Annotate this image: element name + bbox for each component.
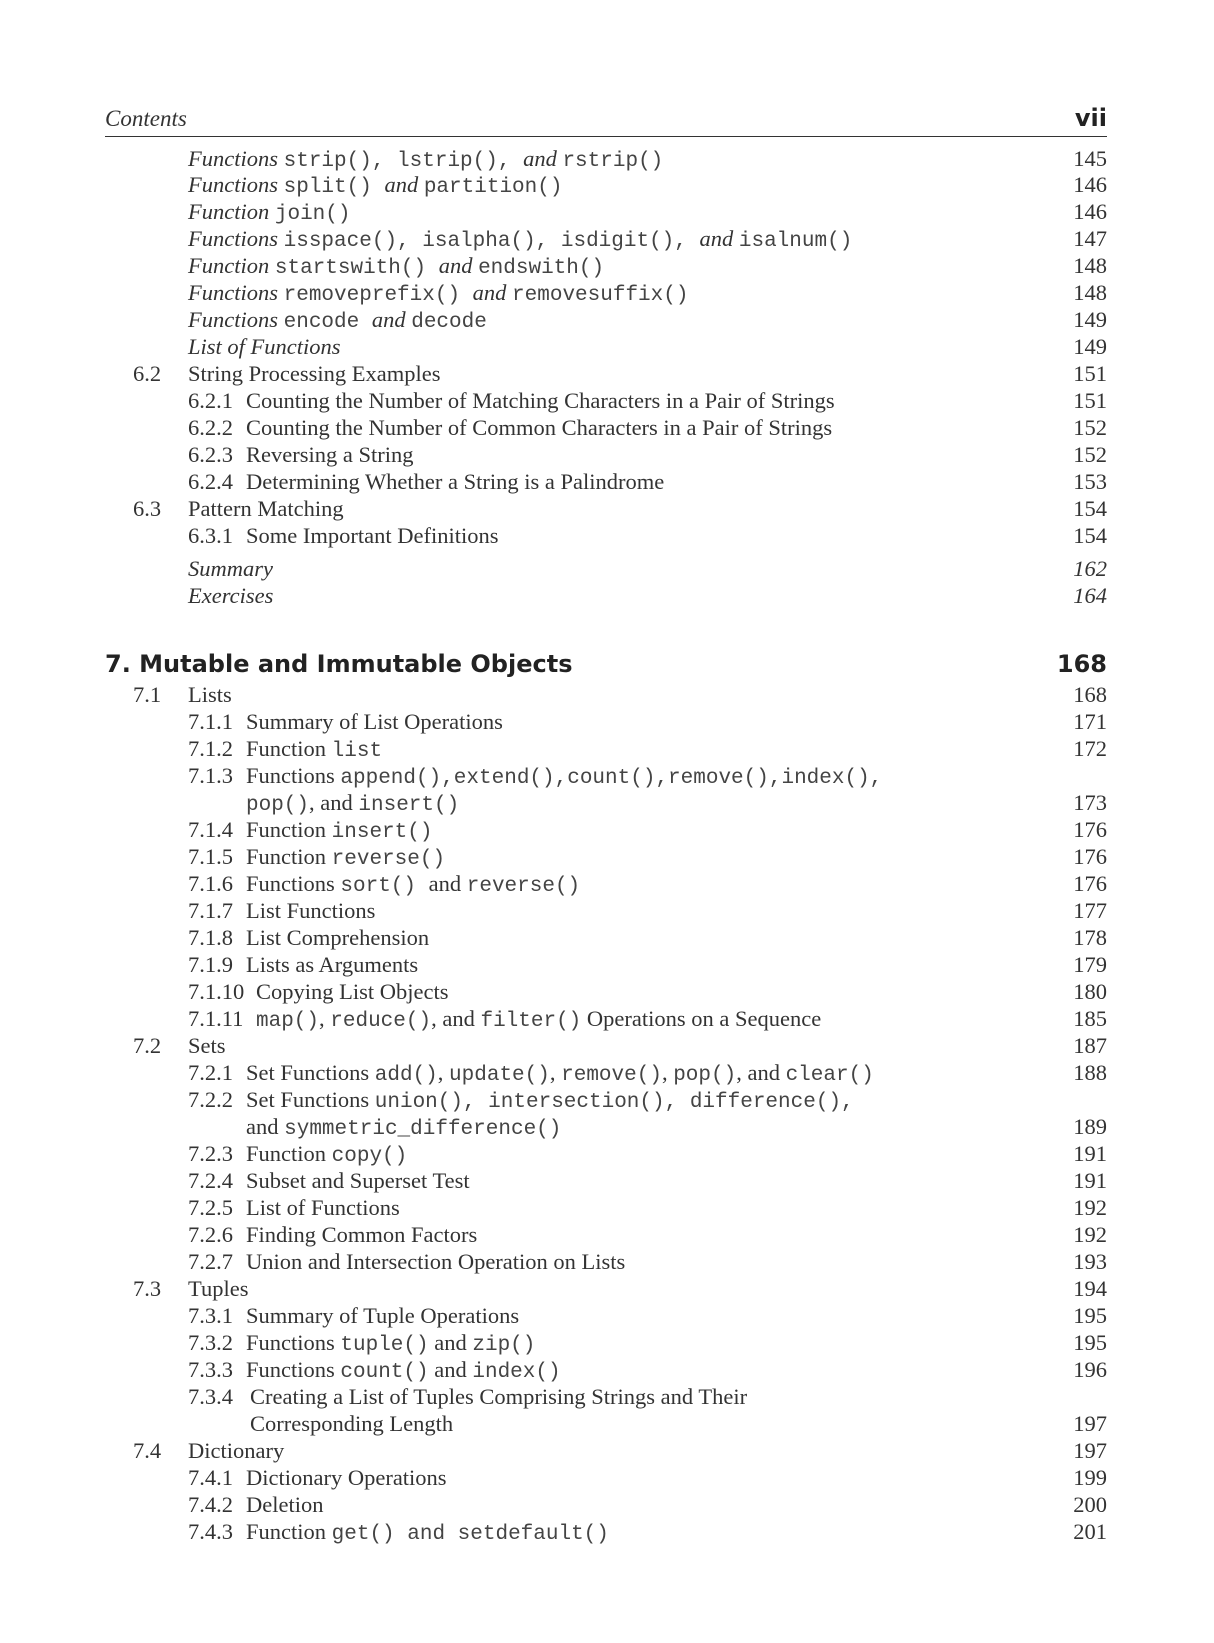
toc-entry [0, 1060, 1214, 1088]
text-fragment: Corresponding Length [250, 1411, 454, 1436]
text-fragment: and [384, 172, 424, 197]
entry-title [246, 1465, 447, 1491]
code-fragment: pop() [673, 1064, 737, 1087]
entry-title [246, 952, 418, 978]
entry-title [246, 1222, 477, 1248]
entry-title [246, 523, 498, 549]
toc-entry [0, 1438, 1214, 1466]
chapter-title: 7. Mutable and Immutable Objects [105, 650, 573, 678]
entry-title [246, 1195, 400, 1221]
text-fragment: Function [188, 199, 275, 224]
text-fragment: Function [246, 844, 332, 869]
text-fragment: Function [246, 736, 332, 761]
entry-title [246, 763, 882, 790]
text-fragment: Functions [188, 146, 284, 171]
text-fragment: Dictionary [188, 1438, 285, 1463]
section-number: 7.4.3 [188, 1519, 233, 1544]
toc-entry [0, 1195, 1214, 1223]
text-fragment: Summary [188, 556, 273, 581]
entry-page-number: 148 [1073, 253, 1107, 278]
entry-page-number: 197 [1073, 1438, 1107, 1463]
entry-title [246, 925, 429, 951]
header-title: Contents [105, 106, 187, 131]
toc-entry [0, 469, 1214, 497]
text-fragment: Finding Common Factors [246, 1222, 478, 1247]
toc-entry [0, 1519, 1214, 1547]
entry-title [246, 817, 432, 844]
entry-page-number: 176 [1073, 844, 1107, 869]
text-fragment: List Comprehension [246, 925, 430, 950]
entry-page-number: 176 [1073, 817, 1107, 842]
code-fragment: count() [340, 1361, 429, 1384]
entry-page-number: 191 [1073, 1141, 1107, 1166]
text-fragment: , [319, 1006, 331, 1031]
section-number: 7.1.4 [188, 817, 233, 842]
text-fragment: Sets [188, 1033, 226, 1058]
entry-page-number: 153 [1073, 469, 1107, 494]
text-fragment: Functions [246, 763, 341, 788]
text-fragment: Function [246, 1519, 332, 1544]
section-number: 7.2.1 [188, 1060, 233, 1085]
toc-entry [0, 763, 1214, 791]
text-fragment: Function [188, 253, 275, 278]
entry-page-number: 189 [1073, 1114, 1107, 1139]
entry-title [188, 556, 273, 582]
text-fragment: Functions [246, 1357, 341, 1382]
chapter-page: 168 [1056, 650, 1107, 678]
entry-page-number: 187 [1073, 1033, 1107, 1058]
text-fragment: , and [736, 1060, 786, 1085]
text-fragment: Counting the Number of Matching Characters in a Pair of Strings [246, 388, 835, 413]
entry-title [246, 442, 413, 468]
entry-title [246, 736, 382, 763]
entry-title [246, 898, 375, 924]
toc-entry [0, 1357, 1214, 1385]
text-fragment: Set Functions [246, 1060, 375, 1085]
code-fragment: removesuffix() [512, 284, 689, 307]
section-number: 7.1.9 [188, 952, 233, 977]
entry-title [188, 146, 663, 173]
text-fragment: and [428, 1330, 473, 1355]
entry-page-number: 173 [1073, 790, 1107, 815]
entry-title [188, 334, 341, 360]
entry-title [246, 415, 832, 441]
entry-page-number: 188 [1073, 1060, 1107, 1085]
text-fragment: Lists as Arguments [246, 952, 419, 977]
text-fragment: , [437, 1060, 450, 1085]
toc-entry [0, 1411, 1214, 1439]
text-fragment: , and [431, 1006, 481, 1031]
section-number: 7.3.1 [188, 1303, 233, 1328]
entry-title [256, 1006, 821, 1033]
entry-page-number: 151 [1073, 388, 1107, 413]
toc-entry [0, 817, 1214, 845]
section-number: 7.2.4 [188, 1168, 233, 1193]
section-number: 7.4.1 [188, 1465, 233, 1490]
section-number: 6.3.1 [188, 523, 233, 548]
entry-page-number: 164 [1073, 583, 1107, 608]
code-fragment: pop() [246, 794, 310, 817]
section-number: 7.1.1 [188, 709, 233, 734]
toc-entry [0, 1006, 1214, 1034]
entry-title [246, 1519, 609, 1546]
entry-page-number: 185 [1073, 1006, 1107, 1031]
entry-title [246, 1087, 854, 1114]
toc-entry [0, 1114, 1214, 1142]
text-fragment: Some Important Definitions [246, 523, 499, 548]
text-fragment: and [472, 280, 513, 305]
code-fragment: isalnum() [738, 230, 853, 253]
running-header [105, 96, 1107, 137]
entry-title [246, 1060, 874, 1087]
toc-entry [0, 790, 1214, 818]
toc-entry [0, 1384, 1214, 1412]
entry-page-number: 196 [1073, 1357, 1107, 1382]
entry-title [188, 496, 344, 522]
entry-page-number: 177 [1073, 898, 1107, 923]
entry-title [246, 1249, 625, 1275]
entry-title [188, 172, 562, 199]
code-fragment: list [331, 740, 383, 763]
code-fragment: sort() [340, 875, 429, 898]
toc-entry [0, 1141, 1214, 1169]
entry-page-number: 147 [1073, 226, 1107, 251]
code-fragment: append(),extend(),count(),remove(),index(), [340, 767, 883, 790]
entry-title [250, 1411, 453, 1437]
code-fragment: encode [283, 311, 372, 334]
text-fragment: and [428, 1357, 473, 1382]
code-fragment: remove() [561, 1064, 662, 1087]
toc-entry [0, 523, 1214, 551]
entry-title [246, 1141, 407, 1168]
entry-title [188, 253, 604, 280]
text-fragment: Determining Whether a String is a Palindrome [246, 469, 665, 494]
chapter-heading [105, 650, 1107, 684]
entry-title [256, 979, 449, 1005]
entry-title [188, 1276, 248, 1302]
entry-page-number: 145 [1073, 146, 1107, 171]
code-fragment: index() [472, 1361, 561, 1384]
text-fragment: Functions [246, 1330, 341, 1355]
toc-entry [0, 334, 1214, 362]
entry-page-number: 162 [1073, 556, 1107, 581]
toc-entry [0, 146, 1214, 174]
toc-entry [0, 1330, 1214, 1358]
code-fragment: isspace(), isalpha(), isdigit(), [283, 230, 700, 253]
text-fragment: and [371, 307, 412, 332]
code-fragment: reduce() [330, 1010, 432, 1033]
text-fragment: Function [246, 817, 332, 842]
entry-title [246, 1330, 535, 1357]
toc-entry [0, 307, 1214, 335]
entry-page-number: 172 [1073, 736, 1107, 761]
section-number: 7.4 [133, 1438, 162, 1463]
section-number: 7.3 [133, 1276, 162, 1301]
toc-entry [0, 1249, 1214, 1277]
text-fragment: Reversing a String [246, 442, 414, 467]
code-fragment: symmetric_difference() [284, 1118, 562, 1141]
text-fragment: List of Functions [188, 334, 341, 359]
text-fragment: Functions [246, 871, 341, 896]
code-fragment: insert() [358, 794, 460, 817]
entry-page-number: 191 [1073, 1168, 1107, 1193]
text-fragment: , [661, 1060, 674, 1085]
code-fragment: split() [283, 176, 385, 199]
entry-title [246, 844, 445, 871]
entry-page-number: 199 [1073, 1465, 1107, 1490]
code-fragment: union(), intersection(), difference(), [374, 1091, 854, 1114]
entry-page-number: 178 [1073, 925, 1107, 950]
code-fragment: rstrip() [562, 150, 664, 173]
text-fragment: Functions [188, 280, 284, 305]
code-fragment: join() [274, 203, 351, 226]
text-fragment: , [549, 1060, 562, 1085]
section-number: 7.2.2 [188, 1087, 233, 1112]
entry-title [246, 1303, 519, 1329]
text-fragment: Creating a List of Tuples Comprising Strings and Their [250, 1384, 748, 1409]
section-number: 7.1.5 [188, 844, 233, 869]
toc-entry [0, 898, 1214, 926]
text-fragment: , and [309, 790, 359, 815]
text-fragment: Functions [188, 172, 284, 197]
entry-page-number: 146 [1073, 199, 1107, 224]
text-fragment: Pattern Matching [188, 496, 344, 521]
text-fragment: and [428, 871, 467, 896]
code-fragment: partition() [423, 176, 563, 199]
section-number: 7.1 [133, 682, 162, 707]
entry-page-number: 154 [1073, 523, 1107, 548]
entry-page-number: 200 [1073, 1492, 1107, 1517]
toc-entry [0, 952, 1214, 980]
code-fragment: map() [256, 1010, 320, 1033]
code-fragment: reverse() [466, 875, 581, 898]
text-fragment: and [246, 1114, 285, 1139]
section-number: 7.3.4 [188, 1384, 233, 1409]
toc-entry [0, 253, 1214, 281]
entry-page-number: 197 [1073, 1411, 1107, 1436]
entry-title [250, 1384, 747, 1410]
toc-entry [0, 871, 1214, 899]
entry-page-number: 192 [1073, 1195, 1107, 1220]
toc-entry [0, 556, 1214, 584]
toc-entry [0, 709, 1214, 737]
entry-title [188, 361, 440, 387]
header-page-number: vii [1074, 104, 1107, 132]
entry-page-number: 195 [1073, 1303, 1107, 1328]
toc-entry [0, 496, 1214, 524]
text-fragment: Function [246, 1141, 332, 1166]
section-number: 6.2.3 [188, 442, 233, 467]
code-fragment: zip() [472, 1334, 536, 1357]
entry-title [188, 583, 273, 609]
section-number: 7.1.3 [188, 763, 233, 788]
toc-entry [0, 172, 1214, 200]
section-number: 7.1.2 [188, 736, 233, 761]
section-number: 7.2.6 [188, 1222, 233, 1247]
toc-entry [0, 388, 1214, 416]
code-fragment: tuple() [340, 1334, 429, 1357]
entry-page-number: 179 [1073, 952, 1107, 977]
toc-entry [0, 1087, 1214, 1115]
entry-page-number: 180 [1073, 979, 1107, 1004]
section-number: 6.2.2 [188, 415, 233, 440]
entry-title [188, 682, 232, 708]
text-fragment: Exercises [188, 583, 274, 608]
entry-title [246, 388, 835, 414]
toc-entry [0, 844, 1214, 872]
toc-entry [0, 361, 1214, 389]
text-fragment: and [523, 146, 563, 171]
entry-title [246, 790, 459, 817]
entry-title [188, 280, 688, 307]
code-fragment: startswith() [274, 257, 439, 280]
section-number: 7.1.11 [188, 1006, 244, 1031]
toc-entry [0, 1168, 1214, 1196]
text-fragment: Counting the Number of Common Characters in a Pair of Strings [246, 415, 833, 440]
toc-entry [0, 1033, 1214, 1061]
section-number: 6.3 [133, 496, 162, 521]
entry-title [188, 1033, 226, 1059]
code-fragment: endswith() [478, 257, 605, 280]
section-number: 6.2.4 [188, 469, 233, 494]
entry-title [188, 199, 350, 226]
entry-title [246, 1492, 323, 1518]
text-fragment: Operations on a Sequence [581, 1006, 822, 1031]
text-fragment: Copying List Objects [256, 979, 449, 1004]
entry-page-number: 149 [1073, 307, 1107, 332]
toc-entry [0, 1465, 1214, 1493]
toc-entry [0, 583, 1214, 611]
section-number: 7.2.5 [188, 1195, 233, 1220]
entry-title [246, 709, 503, 735]
code-fragment: strip(), lstrip(), [283, 150, 524, 173]
entry-title [188, 307, 487, 334]
entry-page-number: 194 [1073, 1276, 1107, 1301]
entry-page-number: 176 [1073, 871, 1107, 896]
toc-entry [0, 1303, 1214, 1331]
toc-entry [0, 1492, 1214, 1520]
text-fragment: Set Functions [246, 1087, 375, 1112]
text-fragment: Functions [188, 307, 284, 332]
entry-page-number: 201 [1073, 1519, 1107, 1544]
text-fragment: Dictionary Operations [246, 1465, 447, 1490]
text-fragment: Functions [188, 226, 284, 251]
entry-title [188, 226, 852, 253]
entry-page-number: 195 [1073, 1330, 1107, 1355]
section-number: 7.1.10 [188, 979, 245, 1004]
code-fragment: decode [411, 311, 487, 334]
entry-page-number: 154 [1073, 496, 1107, 521]
section-number: 6.2 [133, 361, 162, 386]
text-fragment: Summary of List Operations [246, 709, 503, 734]
text-fragment: and [699, 226, 739, 251]
entry-page-number: 149 [1073, 334, 1107, 359]
toc-entry [0, 280, 1214, 308]
entry-page-number: 152 [1073, 442, 1107, 467]
code-fragment: add() [374, 1064, 438, 1087]
entry-title [246, 871, 580, 898]
text-fragment: Lists [188, 682, 232, 707]
text-fragment: Deletion [246, 1492, 324, 1517]
text-fragment: List of Functions [246, 1195, 400, 1220]
section-number: 7.2 [133, 1033, 162, 1058]
code-fragment: get() and setdefault() [331, 1523, 609, 1546]
entry-title [246, 1114, 561, 1141]
text-fragment: Subset and Superset Test [246, 1168, 470, 1193]
section-number: 7.1.8 [188, 925, 233, 950]
entry-page-number: 168 [1073, 682, 1107, 707]
entry-page-number: 171 [1073, 709, 1107, 734]
section-number: 7.4.2 [188, 1492, 233, 1517]
text-fragment: String Processing Examples [188, 361, 441, 386]
toc-entry [0, 199, 1214, 227]
entry-page-number: 192 [1073, 1222, 1107, 1247]
toc-entry [0, 1276, 1214, 1304]
entry-title [246, 1168, 470, 1194]
section-number: 6.2.1 [188, 388, 233, 413]
text-fragment: List Functions [246, 898, 376, 923]
entry-page-number: 148 [1073, 280, 1107, 305]
code-fragment: removeprefix() [283, 284, 473, 307]
code-fragment: copy() [331, 1145, 408, 1168]
toc-entry [0, 415, 1214, 443]
code-fragment: update() [449, 1064, 550, 1087]
code-fragment: insert() [331, 821, 433, 844]
section-number: 7.2.7 [188, 1249, 233, 1274]
entry-page-number: 151 [1073, 361, 1107, 386]
toc-entry [0, 682, 1214, 710]
text-fragment: Tuples [188, 1276, 249, 1301]
toc-entry [0, 979, 1214, 1007]
section-number: 7.3.3 [188, 1357, 233, 1382]
text-fragment: Summary of Tuple Operations [246, 1303, 520, 1328]
section-number: 7.1.7 [188, 898, 233, 923]
toc-entry [0, 226, 1214, 254]
toc-entry [0, 1222, 1214, 1250]
entry-title [246, 1357, 561, 1384]
entry-page-number: 193 [1073, 1249, 1107, 1274]
toc-entry [0, 442, 1214, 470]
section-number: 7.2.3 [188, 1141, 233, 1166]
section-number: 7.1.6 [188, 871, 233, 896]
entry-page-number: 152 [1073, 415, 1107, 440]
code-fragment: clear() [785, 1064, 874, 1087]
entry-page-number: 146 [1073, 172, 1107, 197]
toc-entry [0, 925, 1214, 953]
toc-entry [0, 736, 1214, 764]
entry-title [188, 1438, 284, 1464]
text-fragment: Union and Intersection Operation on Lists [246, 1249, 626, 1274]
entry-title [246, 469, 664, 495]
code-fragment: reverse() [331, 848, 446, 871]
text-fragment: and [438, 253, 479, 278]
section-number: 7.3.2 [188, 1330, 233, 1355]
code-fragment: filter() [480, 1010, 582, 1033]
